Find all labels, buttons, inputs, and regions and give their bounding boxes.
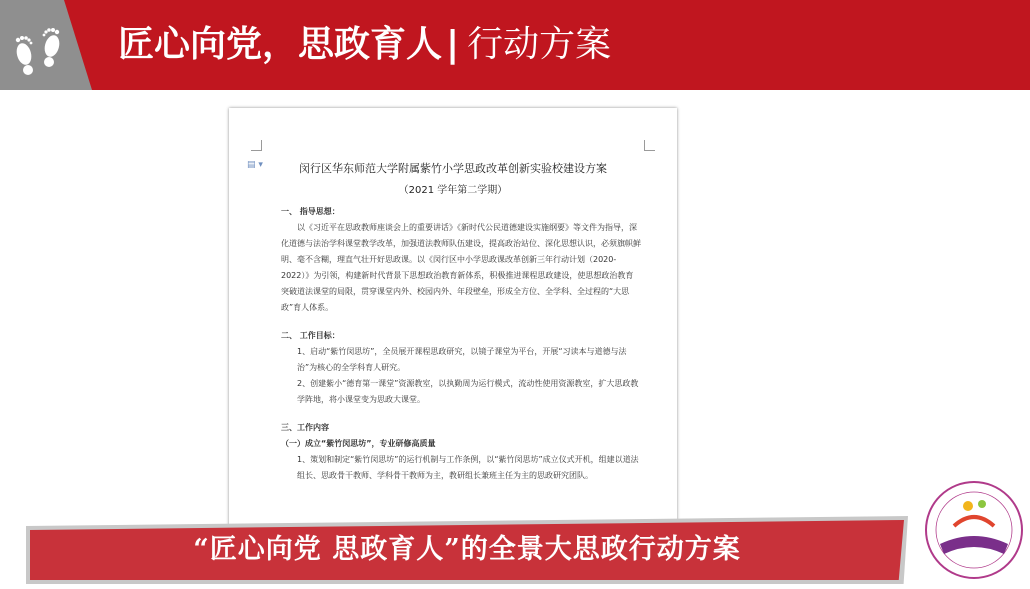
- document-body: [281, 204, 641, 484]
- document-preview: [229, 108, 677, 528]
- section-paragraph: 以《习近平在思政教师座谈会上的重要讲话》《新时代公民道德建设实施纲要》等文件为指导，深化道德与法治学科课堂教学改革，加强道法教师队伍建设，提高政治站位、深化思想认识，必须旗帜鲜明、毫不含糊，理直气壮开好思政课。以《闵行区中小学思政课改革创新三年行动计划（2020-2022）》为引领，构建新时代背景下思想政治教育新体系，积极推进课程思政建设，使思想政治教育突破道法课堂的局限，贯穿课堂内外、校园内外、年段壁垒，形成全方位、全学科、全过程的“大思政”育人体系。: [281, 223, 641, 312]
- page-title-main: 匠心向党，思政育人: [118, 24, 443, 65]
- page-title-sub: 行动方案: [467, 24, 612, 65]
- list-item: 1、启动“紫竹闵思坊”，全员展开课程思政研究，以镜子课堂为平台，开展“习读本与道德与法治”为核心的全学科育人研究。: [297, 347, 627, 372]
- list-item: 1、策划和制定“紫竹闵思坊”的运行机制与工作条例，以“紫竹闵思坊”成立仪式开机，组建以道法组长、思政骨干教师、学科骨干教师为主，教研组长兼班主任为主的思政研究团队。: [297, 455, 639, 480]
- document-icon: ▤ ▾: [247, 160, 263, 170]
- title-separator: |: [446, 24, 460, 65]
- document-subtitle: （2021 学年第二学期）: [398, 185, 508, 196]
- section-heading: 一、 指导思想：: [281, 207, 340, 216]
- page-corner-mark: [251, 140, 262, 151]
- banner-text: “匠心向党 思政育人”的全景大思政行动方案: [193, 534, 741, 565]
- header-bar: [0, 0, 1030, 90]
- page-corner-mark: [644, 140, 655, 151]
- list-item: 2、创建紫小“德育第一课堂”资源教室，以执勤周为运行模式，流动性使用资源教室，扩大思政教学阵地，将小课堂变为思政大课堂。: [297, 379, 639, 404]
- footprints-icon: [6, 22, 76, 82]
- section-heading: 三、工作内容: [281, 423, 329, 432]
- page-title: [118, 17, 611, 73]
- school-logo: [924, 480, 1024, 580]
- section-heading: 二、 工作目标：: [281, 331, 340, 340]
- subsection-heading: （一）成立“紫竹闵思坊”，专业研修高质量: [281, 439, 436, 448]
- document-title: 闵行区华东师范大学附属紫竹小学思政改革创新实验校建设方案: [299, 162, 607, 175]
